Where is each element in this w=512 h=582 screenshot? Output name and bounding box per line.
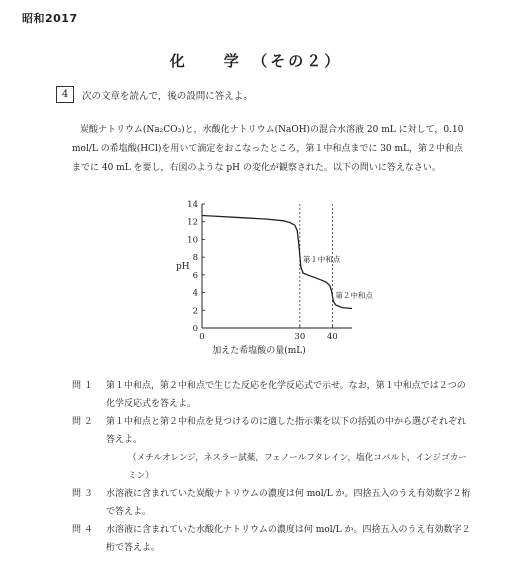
equivalence-point-label: 第２中和点 — [335, 291, 373, 301]
sub-question-text: 水溶液に含まれていた水酸化ナトリウムの濃度は何 mol/L か。四捨五入のうえ有効数字２桁で答えよ。 — [106, 525, 471, 553]
sub-question-4 — [72, 521, 472, 557]
y-tick-label: 0 — [192, 324, 198, 334]
y-tick-label: 14 — [187, 200, 198, 210]
page-title: 化 学 （その２） — [169, 52, 343, 70]
sub-question-label: 問 ４ — [72, 525, 93, 535]
y-tick-label: 10 — [187, 235, 198, 246]
sub-questions — [72, 377, 472, 557]
sub-question-text: 第１中和点と第２中和点を見つけるのに適した指示薬を以下の括弧の中から選びそれぞれ答えよ。 — [106, 417, 467, 445]
sub-question-label: 問 ２ — [72, 417, 93, 427]
x-tick-label: 30 — [294, 332, 306, 342]
sub-question-text: 第１中和点，第２中和点で生じた反応を化学反応式で示せ。なお，第１中和点では２つの化学反応式を答えよ。 — [106, 381, 466, 409]
titration-chart — [160, 196, 373, 358]
x-tick-label: 0 — [199, 332, 205, 342]
sub-question-2 — [72, 413, 472, 449]
y-axis-label: pH — [176, 262, 190, 272]
sub-question-text: 水溶液に含まれていた炭酸ナトリウムの濃度は何 mol/L か。四捨五入のうえ有効数字２桁で答えよ。 — [106, 489, 471, 517]
exam-code: 昭和2017 — [22, 12, 78, 25]
y-tick-label: 2 — [192, 306, 198, 317]
indicator-options: （メチルオレンジ，ネスラー試薬，フェノールフタレイン，塩化コバルト，インジゴカーミン） — [128, 453, 467, 481]
y-tick-label: 8 — [192, 253, 198, 264]
sub-question-label: 問 １ — [72, 381, 93, 391]
y-tick-label: 4 — [192, 288, 198, 299]
sub-question-1 — [72, 377, 472, 413]
y-tick-label: 6 — [192, 270, 198, 281]
sub-question-3 — [72, 485, 472, 521]
equivalence-point-label: 第１中和点 — [302, 254, 341, 264]
sub-question-label: 問 ３ — [72, 489, 93, 499]
question-intro: 次の文章を読んで，後の設問に答えよ。 — [82, 91, 253, 102]
paragraph-text: 炭酸ナトリウム(Na₂CO₃)と，水酸化ナトリウム(NaOH)の混合水溶液 20 mL に対して，0.10 mol/L の希塩酸(HCl)を用いて滴定をおこなったところ，第１中和点までに 30 mL，第２中和点までに 40 mL を要し，右図のような pH の変化が観察された。以下の問いに答えなさい。 — [72, 125, 464, 173]
x-tick-label: 40 — [327, 332, 338, 342]
x-axis-label: 加えた希塩酸の量(mL) — [212, 346, 306, 356]
question-number-box: 4 — [56, 86, 74, 103]
problem-paragraph — [72, 121, 472, 178]
y-tick-label: 12 — [187, 217, 198, 228]
